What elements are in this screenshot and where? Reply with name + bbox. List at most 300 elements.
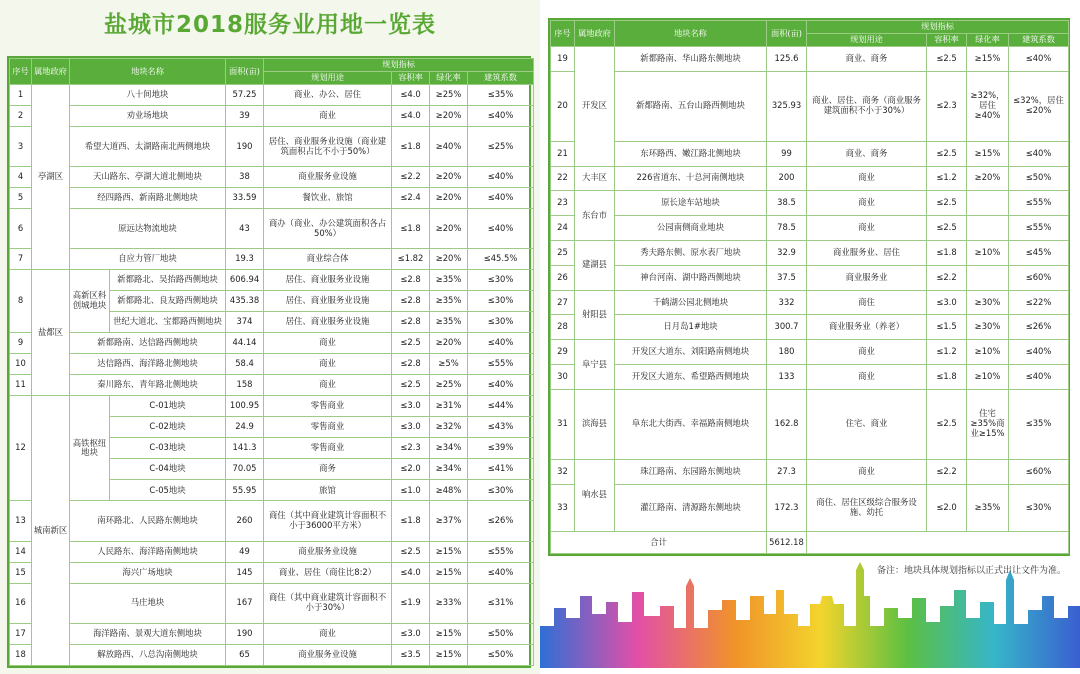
- cell-area: 300.7: [767, 315, 807, 340]
- cell-seq: 13: [10, 501, 32, 541]
- cell-use: 住宅、商业: [807, 389, 927, 459]
- cell-name: 南环路北、人民路东侧地块: [70, 501, 226, 541]
- cell-far: ≤2.0: [927, 484, 967, 531]
- header-plot-name: 地块名称: [615, 21, 767, 47]
- cell-green: [967, 191, 1009, 216]
- cell-seq: 2: [10, 106, 32, 127]
- cell-far: ≤2.5: [927, 389, 967, 459]
- cell-area: 435.38: [226, 291, 264, 312]
- cell-green: ≥32%: [430, 417, 468, 438]
- cell-green: ≥15%: [430, 623, 468, 644]
- table-row: [551, 315, 1069, 340]
- cell-use: 商业、办公、居住: [264, 85, 392, 106]
- cell-area: 190: [226, 623, 264, 644]
- cell-seq: 19: [551, 47, 575, 72]
- cell-gov: 盐都区: [32, 270, 70, 396]
- cell-use: 商业: [264, 623, 392, 644]
- cell-green: 住宅≥35%商业≥15%: [967, 389, 1009, 459]
- cell-green: ≥10%: [967, 240, 1009, 265]
- cell-coverage: ≤40%: [1009, 365, 1069, 390]
- cell-green: ≥30%: [967, 290, 1009, 315]
- cell-far: ≤2.4: [392, 188, 430, 209]
- cell-coverage: ≤26%: [1009, 315, 1069, 340]
- cell-name: 千鹤湖公园北侧地块: [615, 290, 767, 315]
- table-row: [551, 71, 1069, 141]
- table-row: [10, 333, 534, 354]
- cell-name: 劝业场地块: [70, 106, 226, 127]
- cell-green: ≥10%: [967, 365, 1009, 390]
- cell-use: 商业: [264, 106, 392, 127]
- cell-green: ≥35%: [430, 270, 468, 291]
- cell-use: 零售商业: [264, 438, 392, 459]
- cell-far: ≤2.5: [392, 375, 430, 396]
- cell-coverage: ≤32%，居住≤20%: [1009, 71, 1069, 141]
- cell-coverage: ≤30%: [468, 291, 534, 312]
- table-row: [10, 396, 534, 417]
- cell-coverage: ≤45%: [1009, 240, 1069, 265]
- cell-seq: 7: [10, 249, 32, 270]
- table-row: [551, 166, 1069, 191]
- cell-far: ≤3.0: [392, 396, 430, 417]
- cell-name: 开发区大道东、希望路西侧地块: [615, 365, 767, 390]
- header-coverage: 建筑系数: [1009, 34, 1069, 47]
- cell-seq: 12: [10, 396, 32, 501]
- cell-name: 新都路北、吴抬路西侧地块: [110, 270, 226, 291]
- cell-gov: 响水县: [575, 459, 615, 531]
- cell-area: 27.3: [767, 459, 807, 484]
- table-row: [10, 167, 534, 188]
- cell-far: ≤2.5: [392, 333, 430, 354]
- cell-name: C-03地块: [110, 438, 226, 459]
- total-blank: [807, 532, 1069, 554]
- cell-seq: 31: [551, 389, 575, 459]
- cell-use: 商业: [807, 216, 927, 241]
- total-label: 合计: [551, 532, 767, 554]
- cell-use: 商业综合体: [264, 249, 392, 270]
- cell-area: 141.3: [226, 438, 264, 459]
- cell-green: ≥15%: [967, 47, 1009, 72]
- cell-green: ≥34%: [430, 459, 468, 480]
- cell-name: 新都路南、华山路东侧地块: [615, 47, 767, 72]
- cell-green: ≥15%: [430, 541, 468, 562]
- cell-use: 商业: [264, 375, 392, 396]
- cell-seq: 32: [551, 459, 575, 484]
- cell-use: 商业: [807, 340, 927, 365]
- cell-far: ≤3.0: [927, 290, 967, 315]
- cell-use: 商业服务业: [807, 265, 927, 290]
- cell-area: 162.8: [767, 389, 807, 459]
- cell-name: 经四路西、新南路北侧地块: [70, 188, 226, 209]
- table-row: [10, 583, 534, 623]
- cell-seq: 27: [551, 290, 575, 315]
- cell-far: ≤2.5: [927, 47, 967, 72]
- cell-use: 商住、居住区级综合服务设施、幼托: [807, 484, 927, 531]
- total-area: 5612.18: [767, 532, 807, 554]
- cell-name: C-04地块: [110, 459, 226, 480]
- cell-green: ≥15%: [430, 562, 468, 583]
- table-row: [10, 249, 534, 270]
- header-use: 规划用途: [807, 34, 927, 47]
- cell-name: 秦川路东、青年路北侧地块: [70, 375, 226, 396]
- table-row: [10, 562, 534, 583]
- cell-area: 38: [226, 167, 264, 188]
- cell-name: 日月岛1#地块: [615, 315, 767, 340]
- cell-area: 145: [226, 562, 264, 583]
- cell-gov: 亭湖区: [32, 85, 70, 270]
- cell-seq: 29: [551, 340, 575, 365]
- cell-far: ≤2.0: [392, 459, 430, 480]
- right-table-frame: [548, 18, 1070, 556]
- cell-name: C-05地块: [110, 480, 226, 501]
- cell-coverage: ≤60%: [1009, 459, 1069, 484]
- cell-green: ≥25%: [430, 375, 468, 396]
- city-skyline-illustration: [540, 556, 1080, 674]
- cell-seq: 22: [551, 166, 575, 191]
- cell-area: 49: [226, 541, 264, 562]
- cell-use: 商业服务业设施: [264, 644, 392, 665]
- cell-green: ≥33%: [430, 583, 468, 623]
- cell-seq: 20: [551, 71, 575, 141]
- cell-use: 商业服务业设施: [264, 541, 392, 562]
- cell-subgroup: 高铁枢纽地块: [70, 396, 110, 501]
- cell-coverage: ≤45.5%: [468, 249, 534, 270]
- left-table-frame: [7, 56, 531, 668]
- cell-far: ≤2.3: [392, 438, 430, 459]
- cell-name: 新都路北、良友路西侧地块: [110, 291, 226, 312]
- cell-name: 珠江路南、东园路东侧地块: [615, 459, 767, 484]
- cell-area: 37.5: [767, 265, 807, 290]
- cell-green: ≥30%: [967, 315, 1009, 340]
- cell-area: 33.59: [226, 188, 264, 209]
- cell-use: 居住、商业服务业设施: [264, 312, 392, 333]
- cell-area: 43: [226, 209, 264, 249]
- cell-coverage: ≤40%: [468, 167, 534, 188]
- cell-area: 24.9: [226, 417, 264, 438]
- cell-far: ≤3.0: [392, 417, 430, 438]
- cell-seq: 30: [551, 365, 575, 390]
- cell-use: 商业: [807, 191, 927, 216]
- cell-name: 新都路南、达信路西侧地块: [70, 333, 226, 354]
- cell-far: ≤1.5: [927, 315, 967, 340]
- header-use: 规划用途: [264, 72, 392, 85]
- cell-green: [967, 459, 1009, 484]
- cell-far: ≤2.5: [392, 541, 430, 562]
- cell-far: ≤2.8: [392, 354, 430, 375]
- cell-coverage: ≤40%: [468, 562, 534, 583]
- cell-area: 260: [226, 501, 264, 541]
- cell-coverage: ≤41%: [468, 459, 534, 480]
- cell-name: 解放路西、八总沟南侧地块: [70, 644, 226, 665]
- cell-area: 172.3: [767, 484, 807, 531]
- cell-coverage: ≤40%: [1009, 47, 1069, 72]
- header-far: 容积率: [392, 72, 430, 85]
- cell-coverage: ≤26%: [468, 501, 534, 541]
- cell-area: 78.5: [767, 216, 807, 241]
- cell-green: ≥20%: [430, 106, 468, 127]
- table-row: [10, 644, 534, 665]
- cell-far: ≤3.0: [392, 623, 430, 644]
- cell-area: 70.05: [226, 459, 264, 480]
- cell-area: 125.6: [767, 47, 807, 72]
- cell-coverage: ≤50%: [1009, 166, 1069, 191]
- table-row: [10, 106, 534, 127]
- cell-name: 开发区大道东、刘阳路南侧地块: [615, 340, 767, 365]
- cell-coverage: ≤40%: [468, 333, 534, 354]
- cell-coverage: ≤44%: [468, 396, 534, 417]
- cell-coverage: ≤50%: [468, 644, 534, 665]
- cell-area: 44.14: [226, 333, 264, 354]
- cell-name: 八十间地块: [70, 85, 226, 106]
- cell-coverage: ≤25%: [468, 127, 534, 167]
- cell-name: 海兴广场地块: [70, 562, 226, 583]
- cell-green: ≥48%: [430, 480, 468, 501]
- header-green: 绿化率: [430, 72, 468, 85]
- cell-coverage: ≤40%: [468, 188, 534, 209]
- table-row: [10, 354, 534, 375]
- cell-name: 希望大道西、太湖路南北两侧地块: [70, 127, 226, 167]
- table-row: [10, 209, 534, 249]
- cell-area: 332: [767, 290, 807, 315]
- cell-use: 居住、商业服务业设施: [264, 270, 392, 291]
- table-row: [10, 623, 534, 644]
- cell-name: 达信路西、海洋路北侧地块: [70, 354, 226, 375]
- cell-far: ≤4.0: [392, 85, 430, 106]
- cell-area: 158: [226, 375, 264, 396]
- table-row: [551, 240, 1069, 265]
- cell-far: ≤2.5: [927, 191, 967, 216]
- cell-seq: 23: [551, 191, 575, 216]
- cell-far: ≤3.5: [392, 644, 430, 665]
- cell-use: 商业服务业设施: [264, 167, 392, 188]
- cell-far: ≤1.9: [392, 583, 430, 623]
- cell-green: ≥20%: [430, 167, 468, 188]
- cell-use: 商业、商务: [807, 141, 927, 166]
- cell-use: 商业、居住（商住比8:2）: [264, 562, 392, 583]
- cell-coverage: ≤55%: [468, 541, 534, 562]
- cell-far: ≤1.2: [927, 340, 967, 365]
- cell-use: 零售商业: [264, 417, 392, 438]
- cell-seq: 4: [10, 167, 32, 188]
- cell-seq: 18: [10, 644, 32, 665]
- cell-coverage: ≤40%: [468, 209, 534, 249]
- cell-seq: 1: [10, 85, 32, 106]
- header-seq: 序号: [551, 21, 575, 47]
- cell-green: ≥25%: [430, 85, 468, 106]
- cell-far: ≤1.82: [392, 249, 430, 270]
- cell-name: 灌江路南、清源路东侧地块: [615, 484, 767, 531]
- table-row: [551, 47, 1069, 72]
- table-row: [551, 365, 1069, 390]
- cell-seq: 24: [551, 216, 575, 241]
- cell-coverage: ≤30%: [468, 312, 534, 333]
- cell-far: ≤1.8: [392, 501, 430, 541]
- cell-coverage: ≤30%: [468, 270, 534, 291]
- cell-coverage: ≤60%: [1009, 265, 1069, 290]
- cell-area: 325.93: [767, 71, 807, 141]
- cell-far: ≤2.5: [927, 216, 967, 241]
- cell-name: C-01地块: [110, 396, 226, 417]
- cell-use: 商业: [807, 459, 927, 484]
- cell-coverage: ≤31%: [468, 583, 534, 623]
- page-title: 盐城市2018服务业用地一览表: [103, 12, 436, 38]
- left-table: [9, 58, 534, 666]
- cell-area: 65: [226, 644, 264, 665]
- cell-name: 原远达物流地块: [70, 209, 226, 249]
- cell-area: 58.4: [226, 354, 264, 375]
- cell-name: 阜东北大街西、幸福路南侧地块: [615, 389, 767, 459]
- cell-gov: 阜宁县: [575, 340, 615, 390]
- cell-green: ≥31%: [430, 396, 468, 417]
- cell-seq: 6: [10, 209, 32, 249]
- cell-name: 马庄地块: [70, 583, 226, 623]
- table-row: [10, 501, 534, 541]
- cell-green: ≥37%: [430, 501, 468, 541]
- header-far: 容积率: [927, 34, 967, 47]
- table-row: [551, 216, 1069, 241]
- cell-seq: 10: [10, 354, 32, 375]
- cell-green: ≥20%: [430, 333, 468, 354]
- cell-seq: 26: [551, 265, 575, 290]
- cell-coverage: ≤40%: [1009, 141, 1069, 166]
- cell-far: ≤1.8: [392, 209, 430, 249]
- cell-coverage: ≤55%: [1009, 191, 1069, 216]
- cell-green: ≥32%，居住≥40%: [967, 71, 1009, 141]
- cell-far: ≤2.2: [927, 265, 967, 290]
- cell-green: ≥34%: [430, 438, 468, 459]
- cell-area: 190: [226, 127, 264, 167]
- right-page: [540, 0, 1080, 674]
- cell-area: 99: [767, 141, 807, 166]
- cell-green: [967, 216, 1009, 241]
- cell-coverage: ≤39%: [468, 438, 534, 459]
- cell-green: ≥15%: [430, 644, 468, 665]
- table-row: [10, 188, 534, 209]
- table-row: [551, 290, 1069, 315]
- cell-coverage: ≤22%: [1009, 290, 1069, 315]
- cell-name: 自应力管厂地块: [70, 249, 226, 270]
- cell-far: ≤1.8: [927, 240, 967, 265]
- cell-far: ≤2.2: [927, 459, 967, 484]
- table-row: [551, 459, 1069, 484]
- cell-seq: 25: [551, 240, 575, 265]
- cell-gov: 滨海县: [575, 389, 615, 459]
- cell-coverage: ≤55%: [468, 354, 534, 375]
- cell-far: ≤1.8: [392, 127, 430, 167]
- cell-area: 374: [226, 312, 264, 333]
- cell-area: 39: [226, 106, 264, 127]
- cell-use: 商业服务业（养老）: [807, 315, 927, 340]
- cell-name: 神台河南、湖中路西侧地块: [615, 265, 767, 290]
- cell-area: 200: [767, 166, 807, 191]
- cell-seq: 11: [10, 375, 32, 396]
- cell-gov: 城南新区: [32, 396, 70, 666]
- cell-name: 东环路西、嫩江路北侧地块: [615, 141, 767, 166]
- cell-name: 天山路东、亭湖大道北侧地块: [70, 167, 226, 188]
- cell-gov: 大丰区: [575, 166, 615, 191]
- header-seq: 序号: [10, 59, 32, 85]
- cell-seq: 15: [10, 562, 32, 583]
- header-plan: 规划指标: [807, 21, 1069, 34]
- cell-coverage: ≤55%: [1009, 216, 1069, 241]
- cell-coverage: ≤30%: [468, 480, 534, 501]
- cell-green: ≥20%: [430, 188, 468, 209]
- header-plan: 规划指标: [264, 59, 534, 72]
- header-plot-name: 地块名称: [70, 59, 226, 85]
- cell-area: 38.5: [767, 191, 807, 216]
- cell-name: C-02地块: [110, 417, 226, 438]
- cell-name: 226省道东、十总河南侧地块: [615, 166, 767, 191]
- cell-name: 原长途车站地块: [615, 191, 767, 216]
- cell-area: 167: [226, 583, 264, 623]
- cell-area: 100.95: [226, 396, 264, 417]
- cell-far: ≤2.2: [392, 167, 430, 188]
- cell-name: 世纪大道北、宝都路西侧地块: [110, 312, 226, 333]
- table-row: [551, 340, 1069, 365]
- cell-use: 旅馆: [264, 480, 392, 501]
- cell-green: ≥10%: [967, 340, 1009, 365]
- cell-far: ≤2.8: [392, 312, 430, 333]
- cell-far: ≤4.0: [392, 106, 430, 127]
- cell-far: ≤2.8: [392, 291, 430, 312]
- cell-name: 人民路东、海洋路南侧地块: [70, 541, 226, 562]
- cell-use: 商住（其中商业建筑计容面积不小于30%）: [264, 583, 392, 623]
- header-gov: 属地政府: [575, 21, 615, 47]
- cell-green: ≥35%: [430, 291, 468, 312]
- cell-seq: 9: [10, 333, 32, 354]
- cell-gov: 开发区: [575, 47, 615, 167]
- header-coverage: 建筑系数: [468, 72, 534, 85]
- table-row: [10, 375, 534, 396]
- total-row: [551, 532, 1069, 554]
- cell-far: ≤4.0: [392, 562, 430, 583]
- cell-use: 商住（其中商业建筑计容面积不小于36000平方米）: [264, 501, 392, 541]
- table-row: [10, 85, 534, 106]
- cell-use: 商业: [807, 166, 927, 191]
- header-area: 面积(亩): [226, 59, 264, 85]
- cell-seq: 21: [551, 141, 575, 166]
- cell-far: ≤2.3: [927, 71, 967, 141]
- table-row: [10, 270, 534, 291]
- cell-area: 19.3: [226, 249, 264, 270]
- table-row: [10, 541, 534, 562]
- cell-use: 商业、居住、商务（商业服务建筑面积不小于30%）: [807, 71, 927, 141]
- cell-seq: 28: [551, 315, 575, 340]
- cell-use: 商业: [807, 365, 927, 390]
- cell-green: ≥40%: [430, 127, 468, 167]
- cell-green: ≥35%: [430, 312, 468, 333]
- cell-far: ≤1.2: [927, 166, 967, 191]
- cell-gov: 射阳县: [575, 290, 615, 340]
- cell-seq: 5: [10, 188, 32, 209]
- cell-coverage: ≤30%: [1009, 484, 1069, 531]
- cell-coverage: ≤40%: [468, 375, 534, 396]
- cell-use: 商业: [264, 333, 392, 354]
- cell-use: 居住、商业服务业设施: [264, 291, 392, 312]
- cell-seq: 16: [10, 583, 32, 623]
- right-table: [550, 20, 1069, 554]
- cell-far: ≤1.0: [392, 480, 430, 501]
- cell-name: 海洋路南、景观大道东侧地块: [70, 623, 226, 644]
- cell-area: 32.9: [767, 240, 807, 265]
- cell-seq: 8: [10, 270, 32, 333]
- cell-far: ≤2.8: [392, 270, 430, 291]
- cell-area: 55.95: [226, 480, 264, 501]
- cell-use: 商住: [807, 290, 927, 315]
- header-green: 绿化率: [967, 34, 1009, 47]
- cell-use: 商办（商业、办公建筑面积各占50%）: [264, 209, 392, 249]
- cell-green: ≥15%: [967, 141, 1009, 166]
- cell-coverage: ≤43%: [468, 417, 534, 438]
